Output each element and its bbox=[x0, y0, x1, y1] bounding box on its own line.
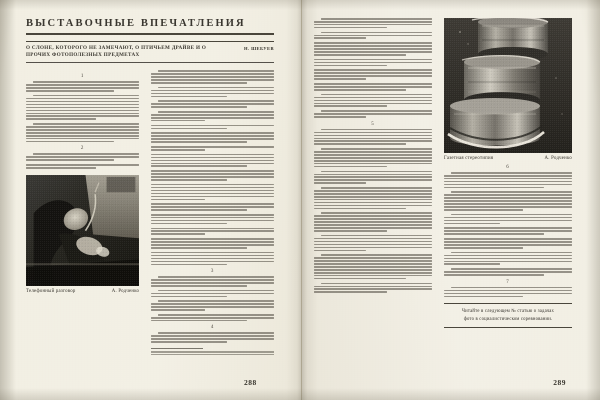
paragraph bbox=[444, 268, 572, 275]
footnote-rule bbox=[151, 348, 203, 349]
paragraph bbox=[444, 214, 572, 224]
footnote bbox=[151, 348, 274, 355]
headline-rule-top bbox=[26, 41, 274, 42]
figure-newspaper-stereotype bbox=[444, 18, 572, 153]
paragraph bbox=[444, 287, 572, 297]
paragraph-dialogue bbox=[151, 252, 274, 265]
section-number: 2 bbox=[80, 146, 85, 152]
paragraph bbox=[151, 111, 274, 121]
paragraph bbox=[26, 164, 139, 169]
paragraph bbox=[444, 172, 572, 188]
left-column-1 bbox=[26, 70, 139, 356]
section-number: 5 bbox=[371, 121, 375, 127]
paragraph-dialogue bbox=[444, 227, 572, 234]
paragraph bbox=[314, 94, 432, 107]
right-page bbox=[302, 0, 600, 400]
paragraph bbox=[314, 110, 432, 117]
section-number: 7 bbox=[506, 279, 510, 285]
page-number-right: 289 bbox=[553, 378, 566, 387]
paragraph bbox=[444, 252, 572, 265]
paragraph-dialogue bbox=[314, 69, 432, 79]
right-page-content bbox=[314, 18, 582, 328]
left-page-content bbox=[26, 18, 274, 357]
paragraph-dialogue bbox=[151, 146, 274, 151]
paragraph bbox=[26, 95, 139, 120]
paragraph bbox=[314, 32, 432, 39]
right-columns bbox=[314, 18, 582, 328]
paragraph-dialogue bbox=[314, 42, 432, 55]
left-columns bbox=[26, 70, 274, 356]
article-byline: Н. ШЕБУЕВ bbox=[244, 45, 274, 51]
paragraph-dialogue bbox=[151, 170, 274, 180]
headline-row bbox=[26, 45, 274, 61]
paragraph-dialogue bbox=[151, 154, 274, 167]
paragraph bbox=[151, 290, 274, 297]
paragraph bbox=[151, 276, 274, 286]
paragraph bbox=[314, 148, 432, 167]
caption-title: Телефонный разговор bbox=[26, 288, 76, 294]
photo-telephone-conversation bbox=[26, 175, 139, 286]
paragraph bbox=[314, 212, 432, 231]
paragraph bbox=[314, 18, 432, 28]
paragraph bbox=[314, 129, 432, 145]
article-headline: О СЛОНЕ, КОТОРОГО НЕ ЗАМЕЧАЮТ, О ПТИЧЬЕМ ДРАЙВЕ И О ПРОЧИХ ФОТОПОЛЕЗНЫХ ПРЕДМЕТАХ bbox=[26, 44, 207, 59]
paragraph-dialogue bbox=[151, 238, 274, 248]
paragraph-dialogue bbox=[151, 184, 274, 200]
paragraph bbox=[151, 300, 274, 310]
headline-rule-bottom bbox=[26, 62, 274, 63]
masthead-rule bbox=[26, 33, 274, 36]
paragraph bbox=[151, 87, 274, 97]
figure-telephone-conversation bbox=[26, 175, 139, 286]
paragraph bbox=[444, 191, 572, 210]
caption-title: Газетная стереотипия bbox=[444, 156, 494, 161]
masthead-title: ВЫСТАВОЧНЫЕ ВПЕЧАТЛЕНИЯ bbox=[26, 18, 246, 29]
paragraph bbox=[314, 235, 432, 251]
photo-newspaper-stereotype bbox=[444, 18, 572, 153]
caption-author: А. Родченко bbox=[111, 288, 140, 294]
next-issue-notice bbox=[444, 303, 572, 328]
caption-author: А. Родченко bbox=[544, 156, 572, 161]
right-column-1 bbox=[314, 18, 432, 328]
paragraph bbox=[314, 171, 432, 184]
paragraph bbox=[26, 123, 139, 142]
right-column-2 bbox=[444, 18, 572, 328]
paragraph bbox=[151, 332, 274, 342]
notice-line-1: Читайте в следующем № статью о задачах bbox=[461, 308, 555, 314]
paragraph bbox=[314, 254, 432, 279]
section-number: 1 bbox=[80, 74, 85, 80]
paragraph bbox=[26, 153, 139, 160]
figure-caption bbox=[26, 289, 139, 294]
section-number: 4 bbox=[210, 325, 215, 331]
paragraph-dialogue bbox=[151, 203, 274, 210]
paragraph bbox=[151, 70, 274, 83]
paragraph-dialogue bbox=[151, 228, 274, 235]
figure-caption bbox=[444, 156, 572, 161]
paragraph-dialogue bbox=[151, 214, 274, 224]
paragraph bbox=[151, 314, 274, 321]
paragraph bbox=[314, 187, 432, 209]
notice-line-2: фото в социалистическом соревновании. bbox=[463, 316, 553, 322]
section-number: 3 bbox=[210, 269, 215, 275]
paragraph bbox=[26, 81, 139, 91]
paragraph-dialogue bbox=[314, 83, 432, 90]
section-number: 6 bbox=[506, 165, 510, 170]
page-number-left: 288 bbox=[244, 378, 257, 387]
paragraph-dialogue bbox=[151, 132, 274, 142]
paragraph bbox=[314, 283, 432, 293]
left-column-2 bbox=[151, 70, 274, 356]
paragraph-dialogue bbox=[314, 59, 432, 66]
paragraph-dialogue bbox=[151, 125, 274, 130]
paragraph-dialogue bbox=[444, 238, 572, 248]
paragraph bbox=[151, 100, 274, 107]
